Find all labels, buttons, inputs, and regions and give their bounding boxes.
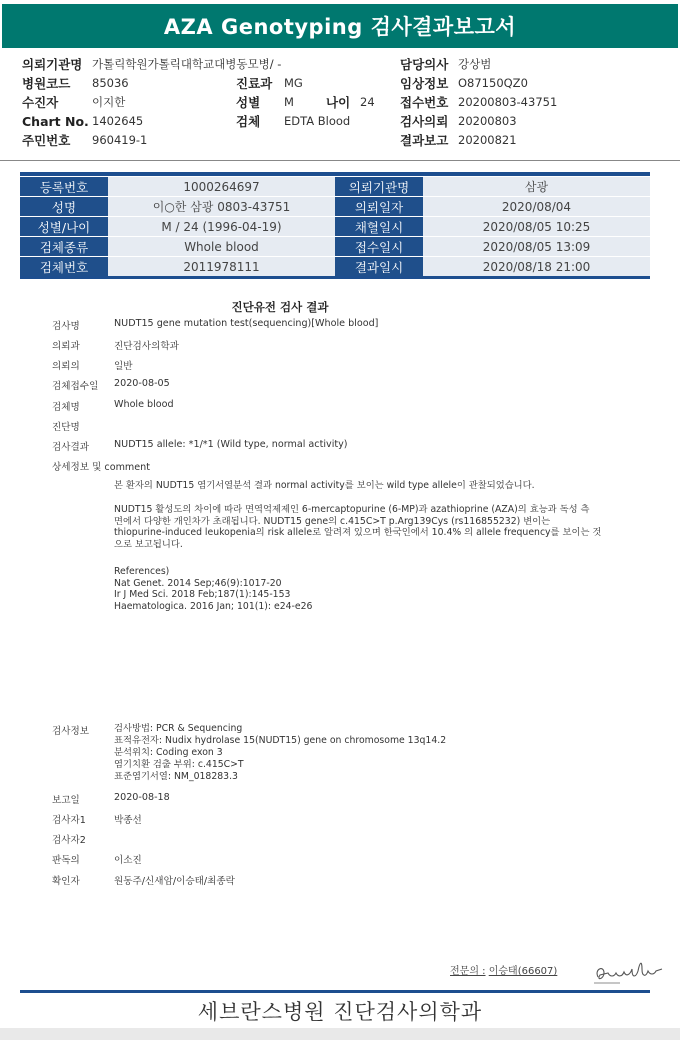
- table-row: [20, 217, 650, 237]
- reference-line: Haematologica. 2016 Jan; 101(1): e24-e26: [114, 600, 313, 612]
- header-value: O87150QZ0: [458, 76, 528, 90]
- header-row: [22, 93, 662, 111]
- comment-line: NUDT15 활성도의 차이에 따라 면역억제제인 6-mercaptopurine (6-MP)과 azathioprine (AZA)의 효능과 독성 측: [114, 504, 590, 515]
- field-label: 의뢰의: [52, 361, 80, 372]
- table-label: 검체번호: [20, 257, 108, 276]
- table-bottom-border: [20, 276, 650, 279]
- header-value: 85036: [92, 76, 129, 90]
- table-value: 2020/08/05 13:09: [423, 237, 650, 256]
- header-label: Chart No.: [22, 113, 89, 129]
- header-label: 의뢰기관명: [22, 57, 83, 72]
- header-value: 20200821: [458, 133, 517, 147]
- header-divider: [0, 160, 680, 161]
- field-value: Whole blood: [114, 399, 174, 410]
- field-value: 2020-08-18: [114, 792, 170, 803]
- header-row: [22, 74, 662, 92]
- field-label: 판독의: [52, 855, 80, 866]
- field-label: 검체명: [52, 402, 80, 413]
- field-value: 2020-08-05: [114, 378, 170, 389]
- table-value: 2020/08/18 21:00: [423, 257, 650, 276]
- header-label: 성별: [236, 95, 261, 110]
- comment-paragraph-2: [114, 504, 604, 550]
- field-label: 검사자1: [52, 815, 86, 826]
- field-label: 보고일: [52, 795, 80, 806]
- bottom-strip: [0, 1028, 680, 1040]
- specialist-label: 전문의 :: [450, 966, 486, 977]
- header-value: EDTA Blood: [284, 114, 351, 128]
- references: [114, 566, 604, 612]
- header-label: 진료과: [236, 76, 273, 91]
- header-label: 나이: [326, 95, 351, 110]
- report-title-bar: [2, 4, 678, 48]
- header-value: 1402645: [92, 114, 144, 128]
- table-row: [20, 257, 650, 277]
- method-line: 분석위치: Coding exon 3: [114, 747, 223, 758]
- comment-line: 면에서 다양한 개인차가 초래됩니다. NUDT15 gene의 c.415C>T p.Arg139Cys (rs116855232) 변이는: [114, 515, 551, 527]
- field-label: 검사결과: [52, 442, 90, 453]
- header-row: [22, 55, 662, 73]
- table-row: [20, 177, 650, 197]
- report-section-title: 진단유전 검사 결과: [231, 300, 329, 314]
- handwritten-signature: [590, 955, 670, 989]
- header-value: M: [284, 95, 294, 109]
- field-value: 진단검사의학과: [114, 341, 179, 352]
- table-label: 검체종류: [20, 237, 108, 256]
- table-value: 2011978111: [108, 257, 335, 276]
- table-label: 성별/나이: [20, 217, 108, 236]
- specialist-signature-line: [450, 962, 557, 977]
- header-label: 담당의사: [400, 57, 449, 72]
- table-value: 1000264697: [108, 177, 335, 196]
- header-label: 수진자: [22, 95, 59, 110]
- method-line: 표적유전자: Nudix hydrolase 15(NUDT15) gene on chromosome 13q14.2: [114, 735, 447, 746]
- header-value: 20200803-43751: [458, 95, 558, 109]
- table-value: 2020/08/04: [423, 197, 650, 216]
- table-label: 결과일시: [335, 257, 423, 276]
- header-value: 가톨릭학원가톨릭대학교대병동모병/ -: [92, 57, 282, 71]
- header-label: 접수번호: [400, 95, 449, 110]
- table-value: Whole blood: [108, 237, 335, 256]
- header-row: [22, 131, 662, 149]
- header-row: [22, 112, 662, 130]
- field-label: 상세정보 및 comment: [52, 462, 151, 473]
- method-line: 염기치환 검출 부위: c.415C>T: [114, 759, 244, 770]
- table-value: 2020/08/05 10:25: [423, 217, 650, 236]
- header-value: 960419-1: [92, 133, 148, 147]
- field-value: 이소진: [114, 855, 142, 866]
- field-label: 진단명: [52, 422, 80, 433]
- field-value: NUDT15 gene mutation test(sequencing)[Whole blood]: [114, 318, 379, 329]
- field-value: 원동주/신새암/이승태/최종락: [114, 876, 235, 887]
- header-value: 이지한: [92, 95, 126, 109]
- header-label: 주민번호: [22, 133, 71, 148]
- reference-line: References): [114, 566, 170, 577]
- table-value: 이○한 삼광 0803-43751: [108, 197, 335, 216]
- reference-line: Nat Genet. 2014 Sep;46(9):1017-20: [114, 577, 282, 589]
- field-value: 박종선: [114, 815, 142, 826]
- table-value: 삼광: [423, 177, 650, 196]
- field-label: 검체접수일: [52, 381, 99, 392]
- header-label: 병원코드: [22, 76, 71, 91]
- table-label: 등록번호: [20, 177, 108, 196]
- document-title: AZA Genotyping 검사결과보고서: [163, 15, 517, 39]
- institution-name: 세브란스병원 진단검사의학과: [197, 1000, 483, 1024]
- method-line: 표준염기서열: NM_018283.3: [114, 771, 238, 782]
- field-label: 검사명: [52, 321, 80, 332]
- field-label: 의뢰과: [52, 341, 80, 352]
- comment-paragraph-1: 본 환자의 NUDT15 염기서열분석 결과 normal activity를 보이는 wild type allele이 관찰되었습니다.: [114, 480, 535, 491]
- table-row: [20, 197, 650, 217]
- header-value: 강상범: [458, 57, 492, 71]
- table-label: 의뢰기관명: [335, 177, 423, 196]
- table-top-border: [20, 172, 650, 176]
- field-label: 확인자: [52, 876, 80, 887]
- field-label: 검사자2: [52, 835, 86, 846]
- method-line: 검사방법: PCR & Sequencing: [114, 723, 243, 734]
- header-label: 임상정보: [400, 76, 449, 91]
- header-label: 검사의뢰: [400, 114, 449, 129]
- comment-line: 으로 보고됩니다.: [114, 538, 183, 550]
- header-label: 검체: [236, 114, 261, 129]
- table-row: [20, 237, 650, 257]
- field-value: 일반: [114, 361, 133, 372]
- table-value: M / 24 (1996-04-19): [108, 217, 335, 236]
- table-label: 의뢰일자: [335, 197, 423, 216]
- footer-divider: [20, 990, 650, 993]
- specialist-name: 이승태(66607): [488, 966, 558, 977]
- table-label: 성명: [20, 197, 108, 216]
- comment-line: thiopurine-induced leukopenia의 risk allele로 알려져 있으며 한국인에서 10.4% 의 allele frequency를 보이는 것: [114, 527, 602, 538]
- header-value: MG: [284, 76, 303, 90]
- header-label: 결과보고: [400, 133, 449, 148]
- table-label: 접수일시: [335, 237, 423, 256]
- reference-line: Ir J Med Sci. 2018 Feb;187(1):145-153: [114, 589, 291, 600]
- header-value: 24: [360, 95, 375, 109]
- table-label: 채혈일시: [335, 217, 423, 236]
- header-value: 20200803: [458, 114, 517, 128]
- field-label: 검사정보: [52, 726, 90, 737]
- method-details: [114, 723, 446, 783]
- field-value: NUDT15 allele: *1/*1 (Wild type, normal activity): [114, 439, 348, 450]
